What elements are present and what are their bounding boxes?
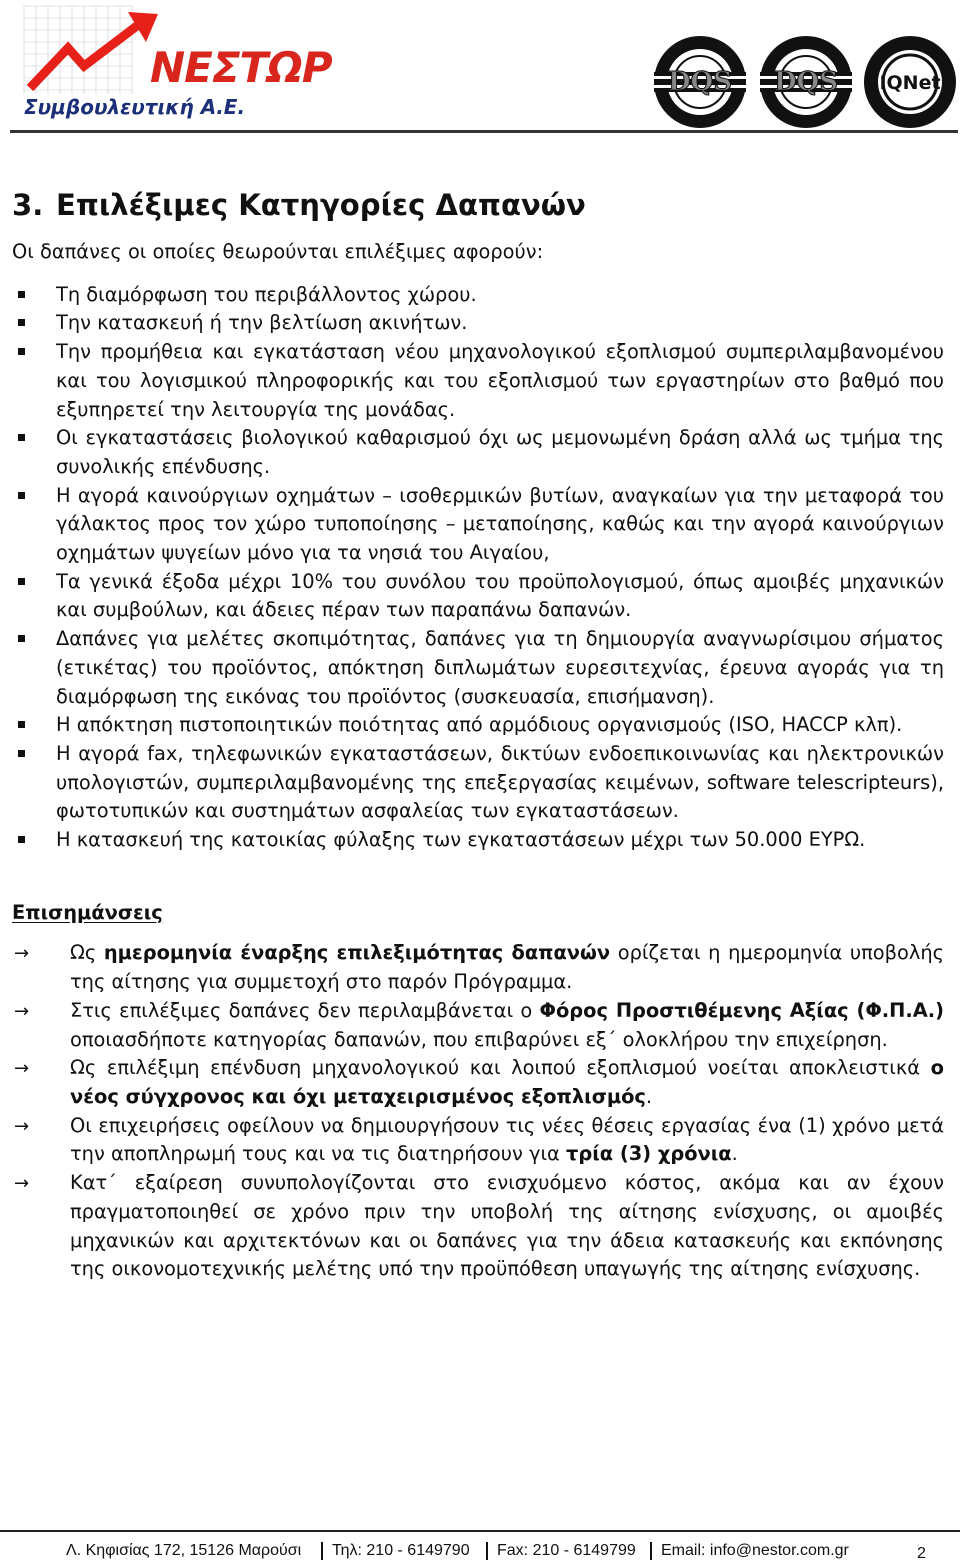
notes-heading: Επισημάνσεις — [12, 900, 163, 924]
header-divider — [10, 130, 958, 133]
list-item — [12, 568, 944, 625]
note-bold-text: Φόρος Προστιθέμενης Αξίας (Φ.Π.Α.) — [539, 998, 945, 1022]
arrow-bullet-icon: → — [14, 1058, 30, 1080]
note-text: ορίζεται η ημερομηνία υποβολής της αίτησης για συμμετοχή στο παρόν Πρόγραμμα. — [70, 941, 944, 994]
section-intro: Οι δαπάνες οι οποίες θεωρούνται επιλέξιμες αφορούν: — [12, 240, 544, 263]
list-item-text: Η απόκτηση πιστοποιητικών ποιότητας από αρμόδιους οργανισμούς (ISO, HACCP κλπ). — [56, 713, 903, 737]
dqs-iso-14001-seal — [758, 34, 854, 130]
list-item-text: Δαπάνες για μελέτες σκοπιμότητας, δαπάνες για τη δημιουργία αναγνωρίσιμου σήματος (ετικέτας) του προϊόντος, απόκτηση διπλωμάτων ευρεσιτεχνίας, έρευνα αγοράς για τη διαμόρφωση της εικόνας του προϊόντος (συσκευασία, επισήμανση). — [56, 627, 944, 708]
square-bullet-icon — [18, 750, 25, 757]
note-item — [12, 1169, 944, 1284]
section-title: Επιλέξιμες Κατηγορίες Δαπανών — [56, 188, 586, 222]
note-item — [12, 997, 944, 1054]
list-item-text: Τη διαμόρφωση του περιβάλλοντος χώρου. — [56, 282, 477, 306]
square-bullet-icon — [18, 836, 25, 843]
footer-fax: Fax: 210 - 6149799 — [497, 1542, 636, 1559]
footer-separator — [321, 1542, 323, 1560]
arrow-bullet-icon: → — [14, 1115, 30, 1137]
notes-list — [12, 939, 944, 1283]
note-item — [12, 939, 944, 996]
arrow-bullet-icon: → — [14, 943, 30, 965]
footer-email[interactable]: Email: info@nestor.com.gr — [661, 1542, 849, 1559]
list-item-text: Την προμήθεια και εγκατάσταση νέου μηχανολογικού εξοπλισμού συμπεριλαμβανομένου και του λογισμικού πληροφορικής και του εξοπλισμού των εργαστηρίων στο βαθμό που εξυπηρετεί την λειτουργία της μονάδας. — [56, 340, 944, 421]
nestor-logo — [22, 2, 332, 122]
list-item-text: Η αγορά fax, τηλεφωνικών εγκαταστάσεων, δικτύων ενδοεπικοινωνίας και ηλεκτρονικών υπολογιστών, συμπεριλαμβανομένης της επεξεργασίας κειμένων, software telescripteurs), φωτοτυπικών και συστημάτων ασφαλείας των εγκαταστάσεων. — [56, 741, 944, 823]
note-item — [12, 1112, 944, 1169]
square-bullet-icon — [18, 348, 25, 355]
list-item — [12, 625, 944, 711]
note-text: . — [645, 1084, 653, 1108]
square-bullet-icon — [18, 492, 25, 499]
list-item-text: Η κατασκευή της κατοικίας φύλαξης των εγκαταστάσεων μέχρι των 50.000 ΕΥΡΩ. — [56, 828, 866, 852]
dqs-iso-9001-seal — [652, 34, 748, 130]
svg-text:ΝΕΣΤΩΡ: ΝΕΣΤΩΡ — [150, 43, 332, 92]
svg-text:DQS: DQS — [668, 67, 732, 97]
arrow-bullet-icon: → — [14, 1173, 30, 1195]
section-heading — [12, 188, 944, 224]
list-item-text: Τα γενικά έξοδα μέχρι 10% του συνόλου του προϋπολογισμού, όπως αμοιβές μηχανικών και συμβούλων, και άδειες πέραν των παραπάνω δαπανών. — [56, 569, 944, 622]
note-text: . — [731, 1142, 738, 1166]
square-bullet-icon — [18, 635, 25, 642]
note-text: οποιασδήποτε κατηγορίας δαπανών, που επιβαρύνει εξ΄ ολοκλήρου την επιχείρηση. — [70, 1027, 888, 1051]
footer-divider — [0, 1530, 960, 1532]
page-footer — [0, 1540, 960, 1562]
list-item — [12, 711, 944, 740]
list-item — [12, 309, 944, 338]
square-bullet-icon — [18, 319, 25, 326]
note-item — [12, 1054, 944, 1111]
list-item-text: Οι εγκαταστάσεις βιολογικού καθαρισμού όχι ως μεμονωμένη δράση αλλά ως τμήμα της συνολικής επένδυσης. — [56, 426, 944, 478]
note-text: Στις επιλέξιμες δαπάνες δεν περιλαμβάνεται ο — [70, 998, 540, 1022]
note-text: Οι επιχειρήσεις οφείλουν να δημιουργήσουν τις νέες θέσεις εργασίας ένα (1) χρόνο μετά την αποπληρωμή τους και να τις διατηρήσουν για — [70, 1113, 944, 1166]
note-bold-text: ο νέος σύγχρονος και όχι μεταχειρισμένος εξοπλισμός — [70, 1056, 944, 1108]
list-item — [12, 338, 944, 424]
list-item — [12, 482, 944, 568]
note-text: Ως επιλέξιμη επένδυση μηχανολογικού και λοιπού εξοπλισμού νοείται αποκλειστικά — [70, 1056, 931, 1080]
eligible-expenses-list — [12, 281, 944, 855]
square-bullet-icon — [18, 578, 25, 585]
note-text: Κατ΄ εξαίρεση συνυπολογίζονται στο ενισχυόμενο κόστος, ακόμα και αν έχουν πραγματοποιηθεί σε χρόνο πριν την υποβολή της αίτησης ενίσχυσης, οι αμοιβές μηχανικών και αρχιτεκτόνων και οι δαπάνες για την άδεια κατασκευής και εκπόνησης της οικονομοτεχνικής μελέτης υπό την προϋπόθεση υπαγωγής της αίτησης ενίσχυσης. — [70, 1171, 944, 1281]
note-bold-text: ημερομηνία έναρξης επιλεξιμότητας δαπανών — [103, 941, 611, 965]
list-item — [12, 826, 944, 855]
square-bullet-icon — [18, 434, 25, 441]
list-item — [12, 740, 944, 826]
svg-text:DQS: DQS — [774, 67, 838, 97]
list-item-text: Η αγορά καινούργιων οχημάτων – ισοθερμικών βυτίων, αναγκαίων για την μεταφορά του γάλακτος προς τον χώρο τυποποίησης – μεταποίησης, καθώς και την αγορά καινούργιων οχημάτων ψυγείων μόνο για τα νησιά του Αιγαίου, — [56, 483, 944, 565]
square-bullet-icon — [18, 291, 25, 298]
footer-address: Λ. Κηφισίας 172, 15126 Μαρούσι — [66, 1542, 302, 1559]
iqnet-certified-seal — [862, 34, 958, 130]
list-item-text: Την κατασκευή ή την βελτίωση ακινήτων. — [56, 311, 468, 335]
svg-text:IQNet: IQNet — [879, 72, 941, 94]
list-item — [12, 281, 944, 310]
footer-phone: Τηλ: 210 - 6149790 — [332, 1542, 470, 1559]
list-item — [12, 424, 944, 481]
page-header — [0, 0, 960, 140]
document-body — [12, 188, 944, 1284]
svg-text:Συμβουλευτική Α.Ε.: Συμβουλευτική Α.Ε. — [24, 95, 246, 119]
section-number: 3. — [12, 188, 44, 222]
arrow-bullet-icon: → — [14, 1000, 30, 1022]
footer-separator — [650, 1542, 652, 1560]
page-number: 2 — [917, 1545, 926, 1562]
square-bullet-icon — [18, 721, 25, 728]
note-bold-text: τρία (3) χρόνια — [565, 1142, 732, 1166]
footer-separator — [486, 1542, 488, 1560]
note-text: Ως — [70, 941, 104, 965]
